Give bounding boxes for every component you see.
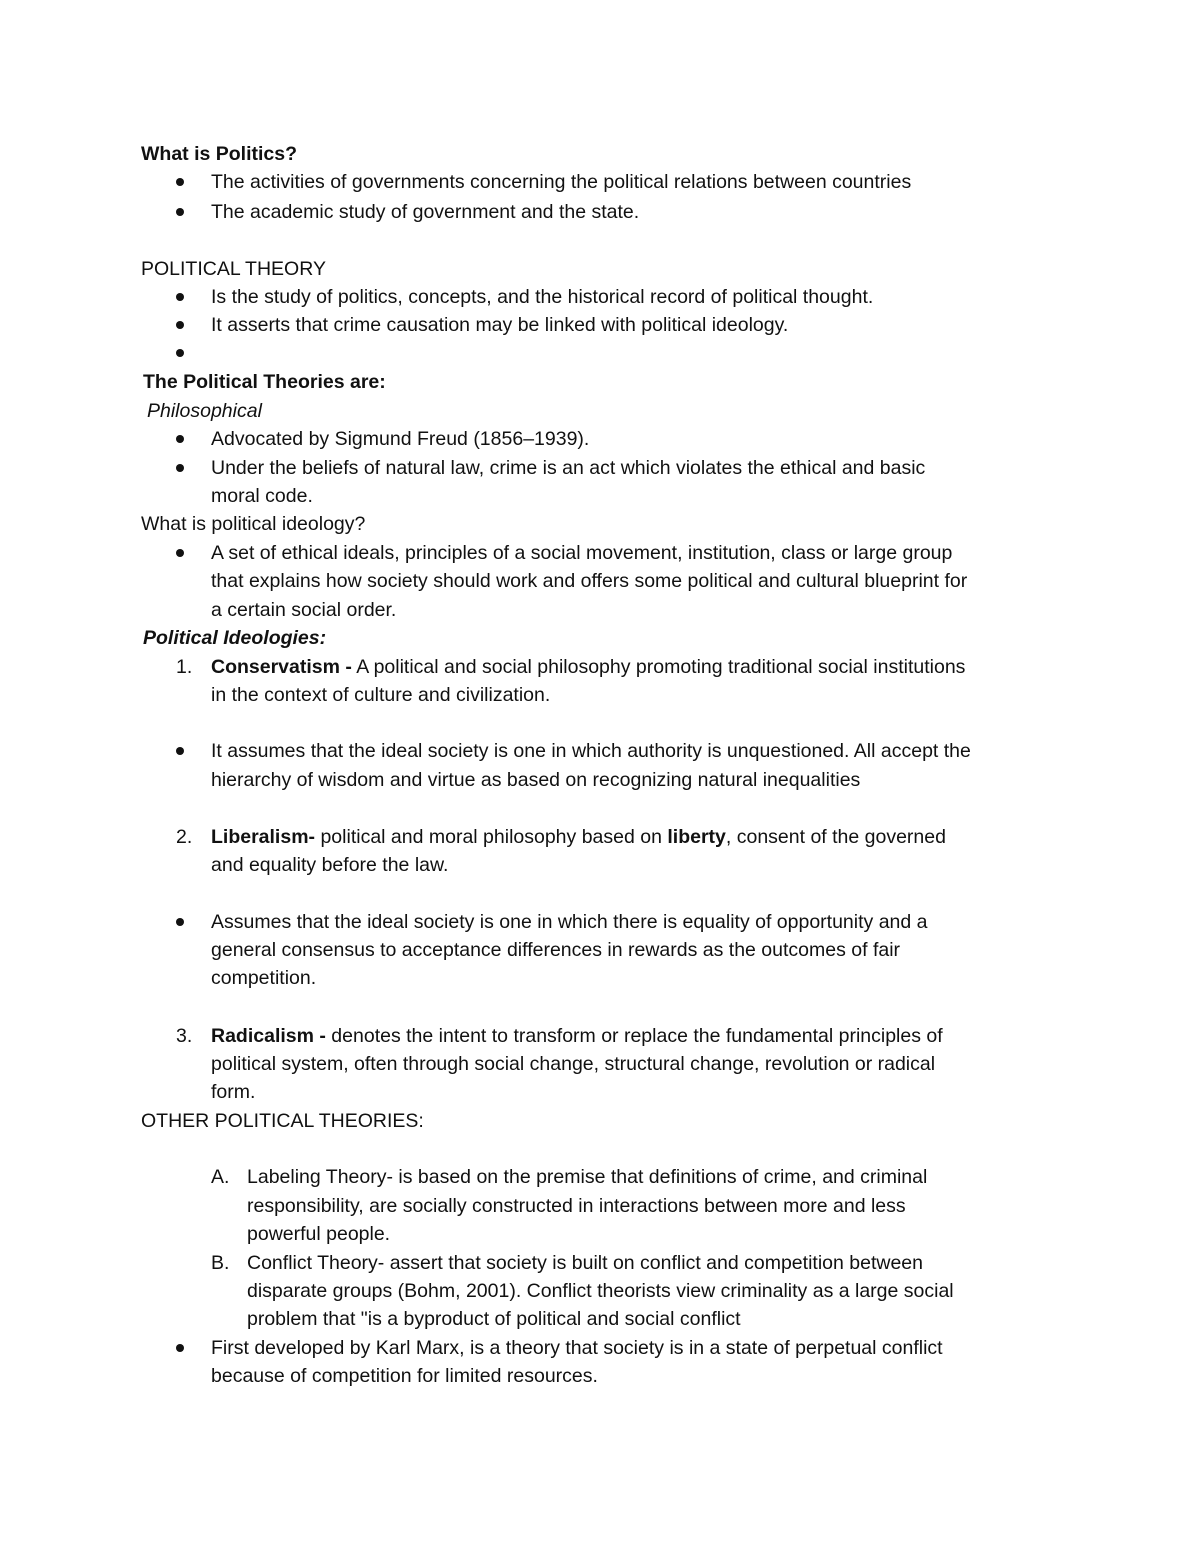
- heading-political-theories: The Political Theories are:: [143, 371, 386, 393]
- list-item-line: that explains how society should work and offers some political and cultural blueprint for: [211, 570, 968, 592]
- list-letter: A.: [211, 1166, 230, 1188]
- list-item-line: powerful people.: [247, 1223, 391, 1245]
- list-item-line: hierarchy of wisdom and virtue as based on recognizing natural inequalities: [211, 769, 861, 791]
- list-number: 3.: [176, 1025, 193, 1047]
- heading-political-ideologies: Political Ideologies:: [143, 627, 327, 649]
- list-item: Is the study of politics, concepts, and the historical record of political thought.: [211, 286, 874, 308]
- list-item-line: responsibility, are socially constructed in interactions between more and less: [247, 1195, 906, 1217]
- list-item: Advocated by Sigmund Freud (1856–1939).: [211, 428, 590, 450]
- term-liberalism: Liberalism-: [211, 826, 316, 848]
- bullet-icon: [176, 435, 184, 443]
- list-item-line: moral code.: [211, 485, 313, 507]
- definition-text: , consent of the governed: [725, 826, 946, 848]
- bullet-icon: [176, 1344, 184, 1352]
- list-item-line: and equality before the law.: [211, 854, 449, 876]
- list-item-line: a certain social order.: [211, 599, 397, 621]
- term-radicalism: Radicalism -: [211, 1025, 326, 1047]
- list-item: The activities of governments concerning the political relations between countries: [211, 171, 912, 193]
- radicalism-line: [211, 1024, 943, 1048]
- list-item-line: Conflict Theory- assert that society is built on conflict and competition between: [247, 1252, 923, 1274]
- heading-other-theories: OTHER POLITICAL THEORIES:: [141, 1110, 424, 1132]
- term-liberty: liberty: [667, 826, 726, 848]
- list-item-line: form.: [211, 1081, 256, 1103]
- list-item-line: Under the beliefs of natural law, crime is an act which violates the ethical and basic: [211, 457, 926, 479]
- definition-text: political and moral philosophy based on: [315, 826, 668, 848]
- list-item-line: competition.: [211, 967, 317, 989]
- list-item-line: Assumes that the ideal society is one in which there is equality of opportunity and a: [211, 911, 928, 933]
- list-item-line: in the context of culture and civilization.: [211, 684, 551, 706]
- definition-text: A political and social philosophy promoting traditional social institutions: [351, 656, 966, 678]
- bullet-icon: [176, 178, 184, 186]
- list-number: 1.: [176, 656, 193, 678]
- list-item-line: Labeling Theory- is based on the premise that definitions of crime, and criminal: [247, 1166, 928, 1188]
- heading-political-theory: POLITICAL THEORY: [141, 258, 326, 280]
- list-item-line: problem that "is a byproduct of political and social conflict: [247, 1308, 741, 1330]
- liberalism-line: [211, 825, 946, 849]
- bullet-icon: [176, 747, 184, 755]
- bullet-icon: [176, 918, 184, 926]
- heading-political-ideology: What is political ideology?: [141, 513, 366, 535]
- list-letter: B.: [211, 1252, 230, 1274]
- bullet-icon: [176, 549, 184, 557]
- list-item-line: It assumes that the ideal society is one in which authority is unquestioned. All accept the: [211, 740, 971, 762]
- bullet-icon: [176, 321, 184, 329]
- list-item-line: disparate groups (Bohm, 2001). Conflict theorists view criminality as a large social: [247, 1280, 954, 1302]
- list-item: It asserts that crime causation may be linked with political ideology.: [211, 314, 789, 336]
- bullet-icon: [176, 464, 184, 472]
- list-item: The academic study of government and the state.: [211, 201, 640, 223]
- list-number: 2.: [176, 826, 193, 848]
- bullet-icon: [176, 293, 184, 301]
- list-item-line: general consensus to acceptance differences in rewards as the outcomes of fair: [211, 939, 901, 961]
- list-item-line: A set of ethical ideals, principles of a social movement, institution, class or large group: [211, 542, 953, 564]
- list-item-line: because of competition for limited resources.: [211, 1365, 598, 1387]
- list-item-line: political system, often through social change, structural change, revolution or radical: [211, 1053, 936, 1075]
- conservatism-line: [211, 655, 965, 679]
- heading-what-is-politics: What is Politics?: [141, 143, 298, 165]
- list-item-line: First developed by Karl Marx, is a theory that society is in a state of perpetual conflict: [211, 1337, 943, 1359]
- definition-text: denotes the intent to transform or replace the fundamental principles of: [325, 1025, 943, 1047]
- subheading-philosophical: Philosophical: [147, 400, 262, 422]
- bullet-icon: [176, 349, 184, 357]
- term-conservatism: Conservatism -: [211, 656, 352, 678]
- bullet-icon: [176, 208, 184, 216]
